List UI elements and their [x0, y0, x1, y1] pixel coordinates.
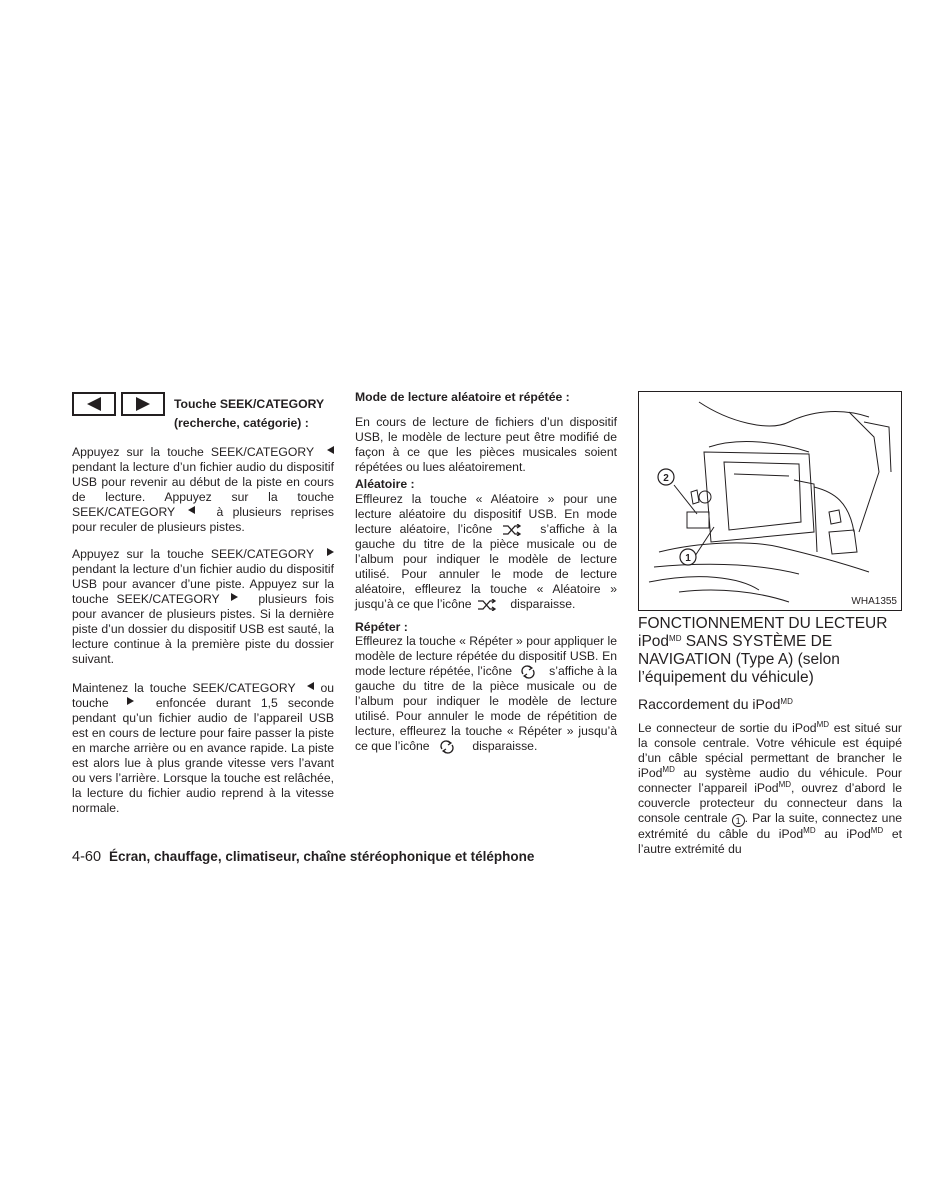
- text: au système audio du véhicule. Pour connecter l’appareil iPod: [638, 766, 902, 795]
- seek-heading-line2: (recherche, catégorie) :: [174, 416, 309, 430]
- callout-2-label: 2: [663, 473, 669, 484]
- section-title: [638, 615, 902, 687]
- shuffle-icon: [477, 599, 497, 611]
- seek-heading-line1: Touche SEEK/CATEGORY: [174, 397, 325, 411]
- superscript: MD: [669, 634, 682, 643]
- paragraph-random-repeat-intro: En cours de lecture de fichiers d’un dispositif USB, le modèle de lecture peut être modifié de façon à ce que les pièces musicales soient répétées ou lues aléatoirement.: [355, 415, 617, 474]
- triangle-right-icon: [127, 697, 134, 705]
- superscript: MD: [662, 765, 675, 774]
- superscript: MD: [780, 697, 793, 706]
- text: SANS SYSTÈME DE NAVIGATION (Type A) (selon l’équipement du véhicule): [638, 633, 840, 686]
- text: ou touche: [72, 681, 335, 710]
- text: plusieurs fois pour avancer de plusieurs pistes. Si la dernière piste d’un dossier du dispositif USB est sauté, la lecture continue à la première piste du dossier suivant.: [72, 592, 334, 666]
- triangle-right-icon: [327, 548, 334, 556]
- callout-1-label: 1: [685, 553, 691, 564]
- paragraph-repeat: [355, 634, 617, 754]
- triangle-left-icon: [86, 397, 102, 411]
- text: pendant la lecture d’un fichier audio du dispositif USB pour revenir au début de la piste en cours de lecture. Appuyez sur la touche SEEK/CATEGORY: [72, 460, 334, 519]
- triangle-right-icon: [231, 593, 238, 601]
- console-figure: [638, 391, 902, 611]
- seek-heading: [174, 395, 344, 433]
- text: pendant la lecture d’un fichier audio du dispositif USB pour avancer d’une piste. Appuyez sur la touche SEEK/CATEGORY: [72, 562, 334, 606]
- figure-code: WHA1355: [851, 596, 897, 607]
- text: Le connecteur de sortie du iPod: [638, 721, 817, 735]
- paragraph-ipod-connection: [638, 721, 902, 857]
- superscript: MD: [870, 826, 884, 835]
- repeat-icon: [520, 665, 536, 679]
- triangle-right-icon: [135, 397, 151, 411]
- text: s’affiche à la gauche du titre de la pièce musicale ou de l’album pour indiquer le modèle de lecture utilisé. Pour annuler le mode de répétition de lecture, effleurez la touche « Répéter » jusqu’à ce que l’icône: [355, 664, 618, 753]
- subsection-title: [638, 696, 902, 713]
- chapter-title: Écran, chauffage, climatiseur, chaîne stéréophonique et téléphone: [109, 849, 535, 864]
- paragraph-seek-back: [72, 445, 334, 535]
- page-footer: [72, 848, 534, 866]
- random-repeat-heading: Mode de lecture aléatoire et répétée :: [355, 390, 570, 404]
- text: Maintenez la touche SEEK/CATEGORY: [72, 681, 296, 695]
- page-number: 4-60: [72, 849, 102, 865]
- text: s’affiche à la gauche du titre de la pièce musicale ou de l’album pour indiquer le modèle de lecture utilisé. Pour annuler le mode de lecture aléatoire, effleurez la touche « Aléatoire » jusqu’à ce que l’icône: [355, 522, 618, 611]
- text: Effleurez la touche « Répéter » pour appliquer le modèle de lecture répétée du dispositif USB. En mode lecture répétée, l’icône: [355, 634, 617, 678]
- triangle-left-icon: [307, 682, 314, 690]
- text: et l’autre extrémité du: [638, 827, 902, 856]
- text: au iPod: [815, 827, 871, 841]
- random-subheading: Aléatoire :: [355, 477, 415, 491]
- callout-1-reference: 1: [732, 814, 745, 827]
- text: FONCTIONNEMENT DU LECTEUR iPod: [638, 615, 888, 650]
- text: est situé sur la console centrale. Votre véhicule est équipé d’un câble spécial permettant de brancher le iPod: [638, 721, 902, 780]
- text: Raccordement du iPod: [638, 696, 781, 712]
- seek-forward-button-illustration: [121, 392, 165, 416]
- text: Appuyez sur la touche SEEK/CATEGORY: [72, 547, 314, 561]
- text: Effleurez la touche « Aléatoire » pour une lecture aléatoire du dispositif USB. En mode lecture aléatoire, l’icône: [355, 492, 617, 536]
- paragraph-seek-forward: [72, 547, 334, 667]
- superscript: MD: [816, 720, 830, 729]
- text: , ouvrez d’abord le couvercle protecteur du connecteur dans la console centrale: [638, 781, 902, 825]
- text: disparaisse.: [472, 739, 538, 753]
- superscript: MD: [778, 780, 792, 789]
- superscript: MD: [803, 826, 816, 835]
- triangle-left-icon: [188, 506, 195, 514]
- paragraph-random: [355, 492, 617, 612]
- paragraph-seek-hold: [72, 681, 334, 816]
- repeat-icon: [439, 740, 455, 754]
- seek-buttons-graphic: [72, 392, 165, 420]
- repeat-subheading: Répéter :: [355, 620, 408, 634]
- shuffle-icon: [502, 524, 522, 536]
- triangle-left-icon: [327, 446, 334, 454]
- center-console-illustration: [639, 392, 901, 610]
- text: . Par la suite, connectez une extrémité du câble du iPod: [638, 811, 902, 841]
- seek-back-button-illustration: [72, 392, 116, 416]
- text: Appuyez sur la touche SEEK/CATEGORY: [72, 445, 314, 459]
- text: disparaisse.: [510, 597, 576, 611]
- text: enfoncée durant 1,5 seconde pendant qu’un fichier audio de l’appareil USB est en cours de lecture pour faire passer la piste en marche arrière ou en avance rapide. La piste est alors lue à plus grande vitesse vers l’avant ou vers l’arrière. Lorsque la touche est relâchée, la lecture du fichier audio reprend à la vitesse normale.: [72, 696, 334, 815]
- text: à plusieurs reprises pour reculer de plusieurs pistes.: [72, 505, 335, 534]
